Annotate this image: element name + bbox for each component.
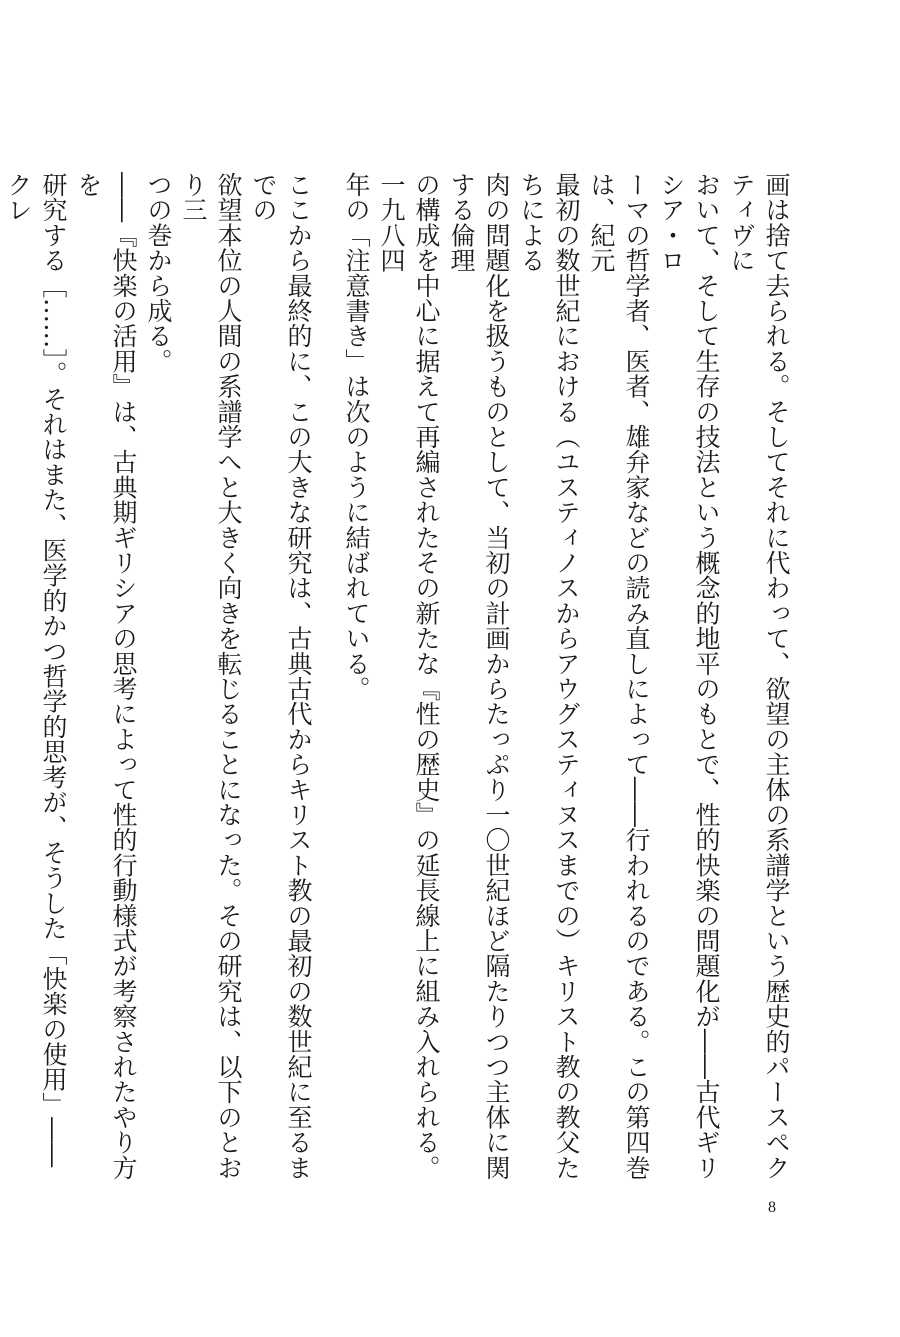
page-number: 8 bbox=[768, 1199, 776, 1216]
text-line: 画は捨て去られる。そしてそれに代わって、欲望の主体の系譜学という歴史的パースペクティヴに bbox=[727, 172, 791, 1180]
text-line: の構成を中心に据えて再編されたその新たな『性の歴史』の延長線上に組み入れられる。一九八四 bbox=[377, 172, 441, 1180]
text-line: 最初の数世紀における（ユスティノスからアウグスティヌスまでの）キリスト教の教父たちによる bbox=[517, 172, 581, 1180]
body-text bbox=[0, 172, 794, 1192]
quote-line: つの巻から成る。 bbox=[144, 172, 173, 374]
text-line: 年の「注意書き」は次のように結ばれている。 bbox=[342, 172, 371, 702]
quote-line: 研究する［……］。それはまた、医学的かつ哲学的思考が、そうした「快楽の使用」――クレ bbox=[4, 172, 68, 1168]
text-line: おいて、そして生存の技法という概念的地平のもとで、性的快楽の問題化が――古代ギリシア・ロ bbox=[657, 172, 721, 1180]
quote-line: 欲望本位の人間の系譜学へと大きく向きを転じることになった。その研究は、以下のとおり三 bbox=[179, 172, 243, 1180]
quote-line: ――『快楽の活用』は、古典期ギリシアの思考によって性的行動様式が考察されたやり方を bbox=[74, 172, 138, 1180]
quote-line: ここから最終的に、この大きな研究は、古典古代からキリスト教の最初の数世紀に至るまでの bbox=[249, 172, 313, 1180]
block-gap bbox=[316, 172, 339, 1192]
quote-line bbox=[0, 172, 1, 1192]
text-line: 肉の問題化を扱うものとして、当初の計画からたっぷり一〇世紀ほど隔たりつつ主体に関する倫理 bbox=[447, 172, 511, 1180]
text-line: ーマの哲学者、医者、雄弁家などの読み直しによって――行われるのである。この第四巻は、紀元 bbox=[587, 172, 651, 1180]
